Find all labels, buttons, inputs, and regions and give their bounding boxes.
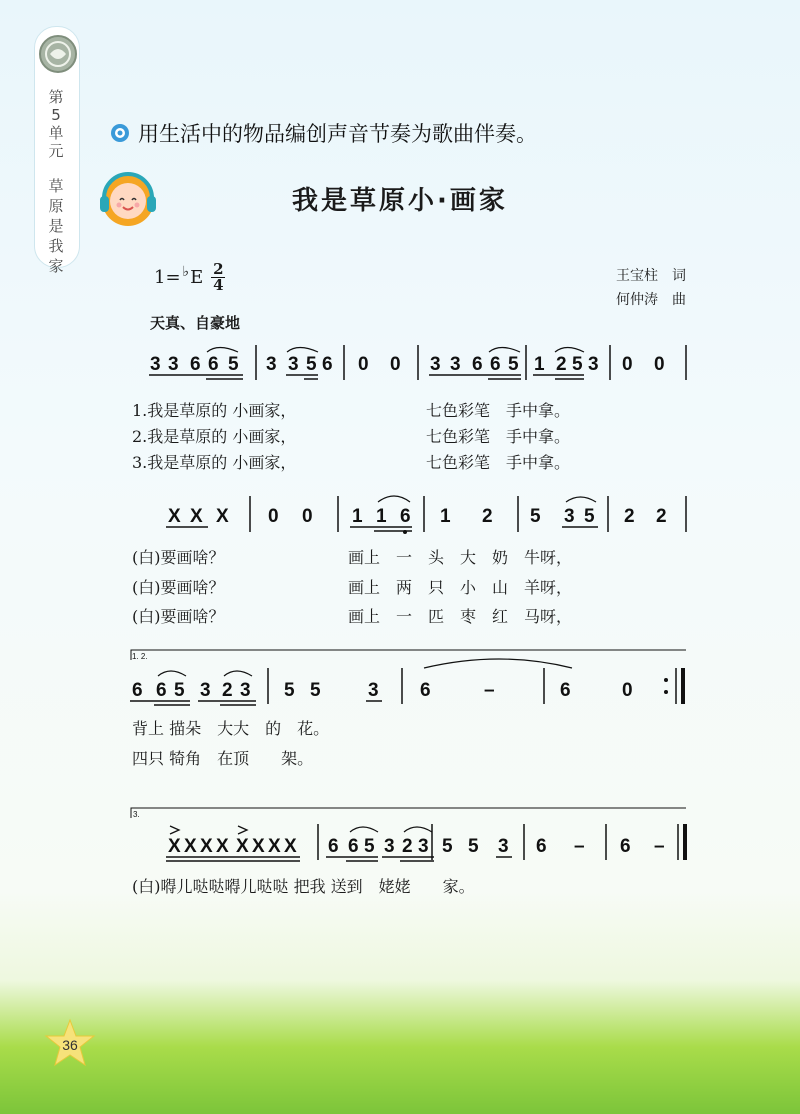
volta-2-label: 3. <box>133 810 140 819</box>
key-prefix: 1= <box>154 267 181 288</box>
lyric-part: 1.我是草原的 小画家， <box>132 401 297 420</box>
time-signature-bottom: 4 <box>213 276 224 294</box>
score-row-2 <box>168 506 667 534</box>
tempo-marking: 天真、自豪地 <box>150 314 241 332</box>
lyric-part: 七色彩笔 手中拿。 <box>426 401 571 420</box>
volta-1 <box>131 650 686 660</box>
note: 1 <box>440 506 451 527</box>
note: – <box>654 836 665 857</box>
composer-credit: 何仲涛 曲 <box>616 292 686 308</box>
lyric-ending-2: 四只 犄角 在顶 架。 <box>132 749 314 768</box>
underlines-row-1 <box>149 375 584 379</box>
note: 5 <box>572 354 583 375</box>
lyric-part: 3.我是草原的 小画家， <box>132 453 297 472</box>
note: 1 <box>352 506 363 527</box>
lyric-spoken-3 <box>132 604 225 627</box>
page-number: 36 <box>62 1037 78 1053</box>
note: 2 <box>482 506 493 527</box>
lyric-verse-3-end <box>426 450 570 473</box>
note: 5 <box>174 680 185 701</box>
note: 6 <box>420 680 431 701</box>
note: 6 <box>348 836 359 857</box>
volta-1-label: 1. 2. <box>132 652 148 661</box>
unit-title-char: 家 <box>48 257 64 275</box>
unit-title-char: 是 <box>48 217 64 235</box>
lyric-part: (白)要画啥？ <box>132 578 225 597</box>
note: 5 <box>306 354 317 375</box>
note: X <box>168 836 181 857</box>
note: 5 <box>310 680 321 701</box>
note: 6 <box>536 836 547 857</box>
lyric-spoken-2 <box>132 575 225 598</box>
key-name: E <box>190 267 204 288</box>
note: – <box>484 680 495 701</box>
lyric-part: 七色彩笔 手中拿。 <box>426 453 571 472</box>
unit-label-char: 5 <box>51 106 61 124</box>
note: 0 <box>302 506 313 527</box>
score-row-4 <box>168 836 665 857</box>
note: X <box>216 506 229 527</box>
flat-symbol-icon: ♭ <box>182 263 190 280</box>
lyric-part: (白)要画啥？ <box>132 548 225 567</box>
page-number-star-icon <box>44 1018 96 1068</box>
unit-label-char: 单 <box>48 124 64 142</box>
note: X <box>268 836 281 857</box>
note: 3 <box>200 680 211 701</box>
lyric-line-3 <box>348 604 572 627</box>
note: 2 <box>222 680 233 701</box>
note: 1 <box>376 506 387 527</box>
lyric-part: 七色彩笔 手中拿。 <box>426 427 571 446</box>
lyric-verse-1-end <box>426 398 570 421</box>
note: 2 <box>624 506 635 527</box>
lyric-ending-3: (白)嘚儿哒哒嘚儿哒哒 把我 送到 姥姥 家。 <box>132 877 475 896</box>
note: 0 <box>654 354 665 375</box>
unit-title-char: 原 <box>48 197 64 215</box>
note: 5 <box>508 354 519 375</box>
note: 3 <box>430 354 441 375</box>
underlines-row-3 <box>130 701 382 705</box>
barlines-row-3 <box>268 668 683 704</box>
note: 6 <box>400 506 411 527</box>
note: 3 <box>240 680 251 701</box>
slurs-row-1 <box>207 348 584 353</box>
slurs-row-2 <box>378 496 596 502</box>
note: X <box>216 836 229 857</box>
note: 5 <box>468 836 479 857</box>
note: 6 <box>620 836 631 857</box>
note: 3 <box>266 354 277 375</box>
accents-row-4 <box>170 826 247 834</box>
note: 6 <box>328 836 339 857</box>
lyric-part: 画上 两 只 小 山 羊呀， <box>348 578 573 597</box>
note: 3 <box>450 354 461 375</box>
note: 3 <box>168 354 179 375</box>
note: 0 <box>268 506 279 527</box>
lyric-verse-3 <box>132 450 296 473</box>
note: 6 <box>208 354 219 375</box>
lyricist-credit: 王宝柱 词 <box>616 268 686 284</box>
instruction-text: 用生活中的物品编创声音节奏为歌曲伴奏。 <box>138 122 537 146</box>
time-signature-top: 2 <box>213 260 224 278</box>
note: 3 <box>288 354 299 375</box>
score-row-3 <box>132 678 668 701</box>
note: 6 <box>490 354 501 375</box>
note: 0 <box>390 354 401 375</box>
lyric-ending-1: 背上 描朵 大大 的 花。 <box>132 719 330 738</box>
note: 2 <box>556 354 567 375</box>
note: 3 <box>564 506 575 527</box>
note: X <box>252 836 265 857</box>
note: X <box>284 836 297 857</box>
lyric-verse-2 <box>132 424 296 447</box>
note: 0 <box>358 354 369 375</box>
note: 6 <box>560 680 571 701</box>
note: X <box>190 506 203 527</box>
note: 0 <box>622 680 633 701</box>
slurs-row-4 <box>350 827 432 832</box>
note: X <box>184 836 197 857</box>
song-title: 我是草原小·画家 <box>292 186 508 216</box>
lyric-spoken-1 <box>132 545 225 568</box>
unit-label-char: 第 <box>48 88 64 106</box>
volta-2 <box>131 808 686 818</box>
note: 2 <box>402 836 413 857</box>
lyric-verse-2-end <box>426 424 570 447</box>
note: 3 <box>418 836 429 857</box>
underlines-row-4 <box>166 857 512 861</box>
note: 5 <box>530 506 541 527</box>
note: 3 <box>368 680 379 701</box>
lyric-part: 画上 一 头 大 奶 牛呀， <box>348 548 573 567</box>
note: 6 <box>472 354 483 375</box>
slurs-row-3 <box>158 659 572 676</box>
unit-title-char: 我 <box>48 237 64 255</box>
note: 3 <box>588 354 599 375</box>
lyric-part: (白)要画啥？ <box>132 607 225 626</box>
note: – <box>574 836 585 857</box>
note: 0 <box>622 354 633 375</box>
lyric-line-1 <box>348 545 572 568</box>
note: 5 <box>284 680 295 701</box>
lyric-part: 画上 一 匹 枣 红 马呀， <box>348 607 573 626</box>
unit-title-char: 草 <box>48 177 64 195</box>
note: 6 <box>190 354 201 375</box>
lyric-part: 2.我是草原的 小画家， <box>132 427 297 446</box>
note: 6 <box>322 354 333 375</box>
note: 5 <box>228 354 239 375</box>
note: 3 <box>150 354 161 375</box>
lyric-verse-1 <box>132 398 296 421</box>
note: 5 <box>584 506 595 527</box>
note: 5 <box>442 836 453 857</box>
note: 5 <box>364 836 375 857</box>
note: 6 <box>132 680 143 701</box>
note: X <box>168 506 181 527</box>
note: 6 <box>156 680 167 701</box>
note: 2 <box>656 506 667 527</box>
note: 1 <box>534 354 545 375</box>
note: X <box>236 836 249 857</box>
barlines-row-2 <box>250 496 686 532</box>
score-row-1 <box>150 354 665 375</box>
note: 3 <box>498 836 509 857</box>
note: X <box>200 836 213 857</box>
underlines-row-2 <box>166 527 598 531</box>
unit-label-char: 元 <box>48 142 64 160</box>
note: 3 <box>384 836 395 857</box>
lyric-line-2 <box>348 575 572 598</box>
